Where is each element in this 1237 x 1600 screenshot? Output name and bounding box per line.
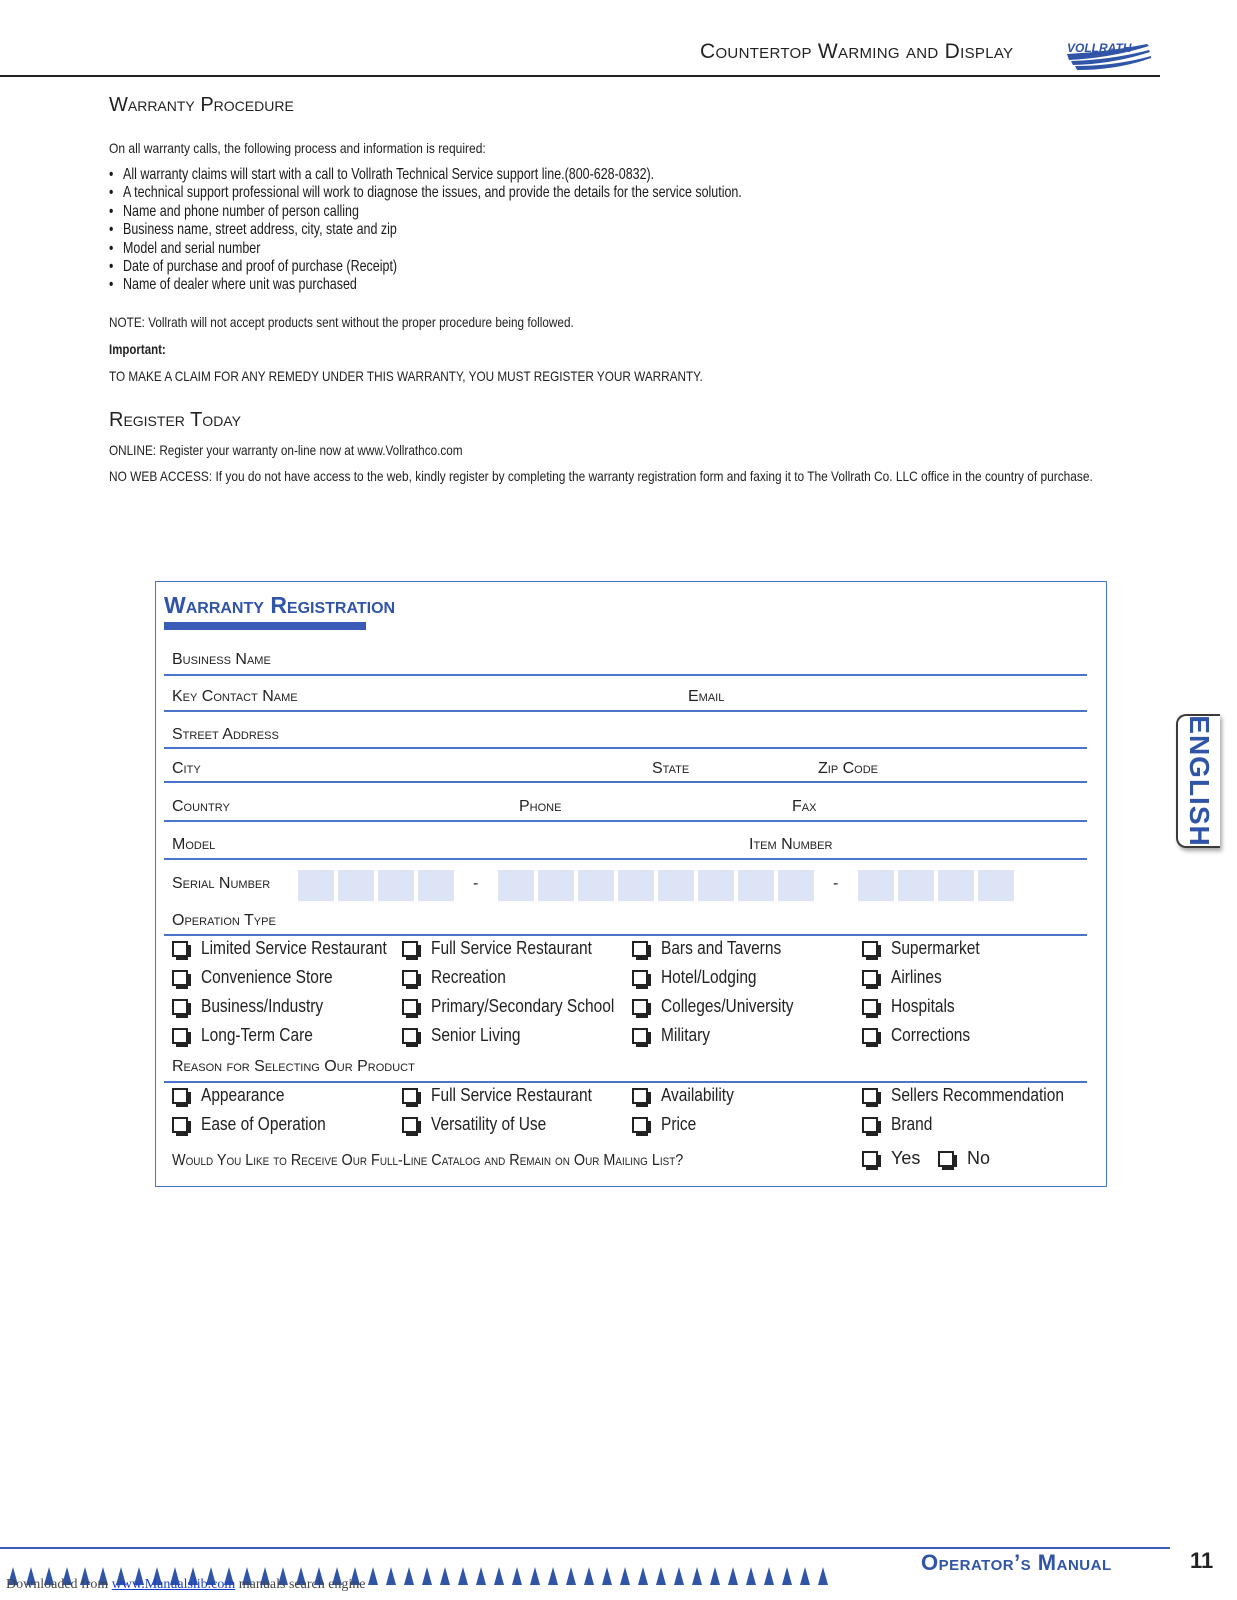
footer-triangle	[458, 1567, 468, 1585]
footer-triangle	[728, 1567, 738, 1585]
checkbox-icon[interactable]	[172, 999, 188, 1015]
list-item: • Name and phone number of person calling	[109, 203, 742, 221]
checkbox-option[interactable]: Price	[632, 1114, 702, 1135]
serial-separator: -	[473, 875, 479, 892]
checkbox-option[interactable]: Full Service Restaurant	[402, 938, 618, 959]
footer-triangle	[530, 1567, 540, 1585]
serial-cell[interactable]	[858, 870, 894, 901]
email-label: Email	[688, 688, 725, 705]
checkbox-option[interactable]: Full Service Restaurant	[402, 1085, 618, 1106]
checkbox-option[interactable]: Convenience Store	[172, 967, 354, 988]
footer-triangle	[476, 1567, 486, 1585]
footer-triangle	[566, 1567, 576, 1585]
checkbox-icon[interactable]	[862, 1117, 878, 1133]
country-label: Country	[172, 798, 230, 815]
list-item: • All warranty claims will start with a call to Vollrath Technical Service support line.(800-628-0832).	[109, 166, 742, 184]
serial-cell[interactable]	[538, 870, 574, 901]
footer-triangle	[800, 1567, 810, 1585]
serial-cell[interactable]	[698, 870, 734, 901]
serial-cell[interactable]	[938, 870, 974, 901]
checkbox-option[interactable]: Business/Industry	[172, 996, 343, 1017]
footer-triangle	[710, 1567, 720, 1585]
city-state-zip-field[interactable]	[164, 781, 1087, 783]
checkbox-option[interactable]: Primary/Secondary School	[402, 996, 644, 1017]
serial-cell[interactable]	[418, 870, 454, 901]
checkbox-icon[interactable]	[402, 970, 418, 986]
checkbox-option[interactable]: Bars and Taverns	[632, 938, 801, 959]
checkbox-icon[interactable]	[172, 1088, 188, 1104]
serial-cell[interactable]	[338, 870, 374, 901]
serial-cell[interactable]	[898, 870, 934, 901]
country-phone-fax-field[interactable]	[164, 820, 1087, 822]
footer-triangle	[584, 1567, 594, 1585]
serial-cell[interactable]	[378, 870, 414, 901]
footer-triangle	[512, 1567, 522, 1585]
checkbox-option[interactable]: Military	[632, 1025, 718, 1046]
model-item-field[interactable]	[164, 858, 1087, 860]
item-number-label: Item Number	[749, 836, 833, 853]
checkbox-option[interactable]: Supermarket	[862, 938, 994, 959]
footer-triangle	[674, 1567, 684, 1585]
serial-cell[interactable]	[498, 870, 534, 901]
footer-triangle	[386, 1567, 396, 1585]
checkbox-option[interactable]: Limited Service Restaurant	[172, 938, 417, 959]
operation-type-rule	[164, 934, 1087, 936]
list-item: • Business name, street address, city, state and zip	[109, 221, 742, 239]
download-notice: Downloaded from www.Manualslib.com manuals search engine	[6, 1577, 366, 1592]
language-tab	[1176, 714, 1220, 848]
list-item: • Date of purchase and proof of purchase (Receipt)	[109, 258, 742, 276]
phone-label: Phone	[519, 798, 562, 815]
street-address-field[interactable]	[164, 747, 1087, 749]
checkbox-icon[interactable]	[402, 1117, 418, 1133]
vollrath-logo	[1061, 40, 1153, 72]
checkbox-icon[interactable]	[402, 1028, 418, 1044]
checkbox-option[interactable]: Ease of Operation	[172, 1114, 346, 1135]
checkbox-icon[interactable]	[862, 1088, 878, 1104]
language-tab-label: ENGLISH	[1184, 715, 1215, 847]
footer-rule	[0, 1547, 1170, 1549]
footer-triangle	[494, 1567, 504, 1585]
zip-code-label: Zip Code	[818, 760, 879, 777]
serial-cell[interactable]	[578, 870, 614, 901]
serial-cell[interactable]	[658, 870, 694, 901]
footer-triangle	[440, 1567, 450, 1585]
serial-cell[interactable]	[978, 870, 1014, 901]
header-rule	[0, 75, 1160, 77]
operation-type-title: Operation Type	[172, 912, 276, 929]
logo-text: VOLLRATH	[1067, 41, 1132, 55]
checkbox-option[interactable]: Versatility of Use	[402, 1114, 565, 1135]
state-label: State	[652, 760, 690, 777]
footer-manual-title: Operator’s Manual	[921, 1550, 1112, 1575]
serial-cell[interactable]	[778, 870, 814, 901]
checkbox-option[interactable]: Sellers Recommendation	[862, 1085, 1092, 1106]
checkbox-icon[interactable]	[632, 970, 648, 986]
footer-triangle	[764, 1567, 774, 1585]
checkbox-icon[interactable]	[632, 999, 648, 1015]
checkbox-option[interactable]: Availability	[632, 1085, 746, 1106]
important-label: Important:	[109, 341, 166, 357]
checkbox-icon[interactable]	[172, 1117, 188, 1133]
business-name-field[interactable]	[164, 674, 1087, 676]
catalog-no-option[interactable]: No	[938, 1148, 990, 1169]
footer-triangle	[638, 1567, 648, 1585]
footer-triangle	[602, 1567, 612, 1585]
checkbox-option[interactable]: Senior Living	[402, 1025, 535, 1046]
manualslib-link[interactable]: www.Manualslib.com	[111, 1577, 236, 1592]
serial-cell[interactable]	[618, 870, 654, 901]
checkbox-option[interactable]: Colleges/University	[632, 996, 815, 1017]
reason-rule	[164, 1081, 1087, 1083]
checkbox-option[interactable]: Hotel/Lodging	[632, 967, 772, 988]
street-address-label: Street Address	[172, 726, 279, 743]
checkbox-option[interactable]: Long-Term Care	[172, 1025, 331, 1046]
checkbox-option[interactable]: Brand	[862, 1114, 939, 1135]
checkbox-icon[interactable]	[632, 1028, 648, 1044]
footer-triangle	[692, 1567, 702, 1585]
checkbox-option[interactable]: Corrections	[862, 1025, 983, 1046]
footer-triangle	[548, 1567, 558, 1585]
list-item: • A technical support professional will work to diagnose the issues, and provide the details for the service solution.	[109, 184, 742, 202]
checkbox-icon[interactable]	[402, 1088, 418, 1104]
register-today-title: Register Today	[109, 409, 241, 431]
footer-triangle	[404, 1567, 414, 1585]
list-item: • Name of dealer where unit was purchased	[109, 276, 742, 294]
footer-triangle	[368, 1567, 378, 1585]
catalog-question: Would You Like to Receive Our Full-Line Catalog and Remain on Our Mailing List?	[172, 1152, 684, 1169]
page-number: 11	[1190, 1548, 1214, 1573]
checkbox-icon[interactable]	[632, 941, 648, 957]
city-label: City	[172, 760, 201, 777]
checkbox-option[interactable]: Recreation	[402, 967, 518, 988]
checkbox-icon[interactable]	[862, 1028, 878, 1044]
footer-triangle	[422, 1567, 432, 1585]
list-item: • Model and serial number	[109, 240, 742, 258]
register-no-web: NO WEB ACCESS: If you do not have access to the web, kindly register by completing the warranty registration form and faxing it to The Vollrath Co. LLC office in the country of purchase.	[109, 468, 1093, 484]
checkbox-icon[interactable]	[402, 941, 418, 957]
model-label: Model	[172, 836, 216, 853]
register-online: ONLINE: Register your warranty on-line now at www.Vollrathco.com	[109, 442, 463, 458]
warranty-note: NOTE: Vollrath will not accept products sent without the proper procedure being followed.	[109, 314, 574, 330]
important-text: TO MAKE A CLAIM FOR ANY REMEDY UNDER THIS WARRANTY, YOU MUST REGISTER YOUR WARRANTY.	[109, 368, 703, 384]
checkbox-icon[interactable]	[632, 1117, 648, 1133]
catalog-yes-option[interactable]: Yes	[862, 1148, 920, 1169]
serial-cell[interactable]	[738, 870, 774, 901]
form-title: Warranty Registration	[164, 592, 396, 618]
checkbox-icon[interactable]	[172, 1028, 188, 1044]
checkbox-icon[interactable]	[862, 999, 878, 1015]
checkbox-icon[interactable]	[172, 941, 188, 957]
page-header-title: Countertop Warming and Display	[700, 40, 1014, 63]
checkbox-icon[interactable]	[632, 1088, 648, 1104]
reason-title: Reason for Selecting Our Product	[172, 1058, 415, 1075]
checkbox-option[interactable]: Hospitals	[862, 996, 965, 1017]
key-contact-email-field[interactable]	[164, 710, 1087, 712]
serial-cell[interactable]	[298, 870, 334, 901]
checkbox-icon[interactable]	[862, 970, 878, 986]
form-title-bar	[164, 622, 366, 630]
checkbox-option[interactable]: Airlines	[862, 967, 950, 988]
checkbox-icon[interactable]	[862, 941, 878, 957]
fax-label: Fax	[792, 798, 817, 815]
footer-triangle	[656, 1567, 666, 1585]
footer-triangle	[620, 1567, 630, 1585]
checkbox-icon[interactable]	[938, 1151, 954, 1167]
footer-triangle	[782, 1567, 792, 1585]
serial-separator: -	[833, 875, 839, 892]
checkbox-icon[interactable]	[862, 1151, 878, 1167]
checkbox-icon[interactable]	[172, 970, 188, 986]
warranty-procedure-title: Warranty Procedure	[109, 94, 294, 116]
warranty-intro: On all warranty calls, the following process and information is required:	[109, 140, 486, 156]
warranty-requirements-list	[109, 166, 920, 295]
business-name-label: Business Name	[172, 651, 271, 668]
key-contact-name-label: Key Contact Name	[172, 688, 298, 705]
checkbox-icon[interactable]	[402, 999, 418, 1015]
serial-number-label: Serial Number	[172, 875, 271, 892]
checkbox-option[interactable]: Appearance	[172, 1085, 298, 1106]
footer-triangle	[746, 1567, 756, 1585]
footer-triangle	[818, 1567, 828, 1585]
